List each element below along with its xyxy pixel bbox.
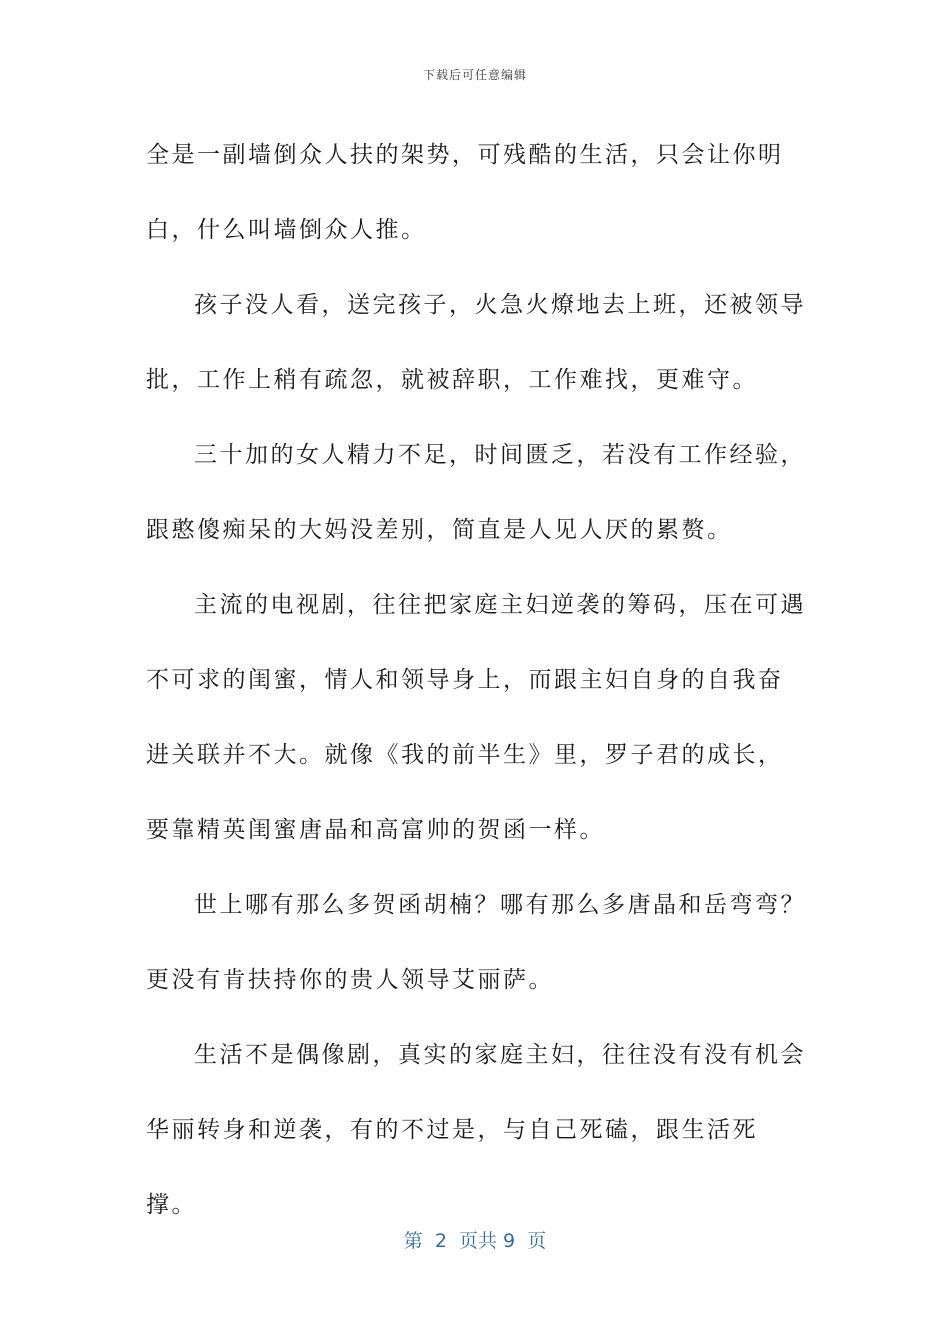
paragraph-3: 三十加的女人精力不足，时间匮乏，若没有工作经验，跟憨傻痴呆的大妈没差别，简直是人见人厌的累赘。 (146, 442, 806, 543)
paragraph-4: 主流的电视剧，往往把家庭主妇逆袭的筹码，压在可遇不可求的闺蜜，情人和领导身上，而跟主妇自身的自我奋进关联并不大。就像《我的前半生》里，罗子君的成长，要靠精英闺蜜唐晶和高富帅的贺函一样。 (146, 592, 806, 843)
paragraph-1: 全是一副墙倒众人扶的架势，可残酷的生活，只会让你明白，什么叫墙倒众人推。 (146, 142, 784, 243)
page-number-footer: 第 2 页共 9 页 (403, 1230, 547, 1252)
page-header: 下载后可任意编辑 (422, 68, 527, 82)
paragraph-2: 孩子没人看，送完孩子，火急火燎地去上班，还被领导批，工作上稍有疏忽，就被辞职，工作难找，更难守。 (146, 292, 806, 393)
document-body (146, 118, 806, 1243)
paragraph-6: 生活不是偶像剧，真实的家庭主妇，往往没有没有机会华丽转身和逆袭，有的不过是，与自己死磕，跟生活死撑。 (146, 1042, 806, 1218)
paragraph-5: 世上哪有那么多贺函胡楠？哪有那么多唐晶和岳弯弯？更没有肯扶持你的贵人领导艾丽萨。 (146, 892, 806, 993)
